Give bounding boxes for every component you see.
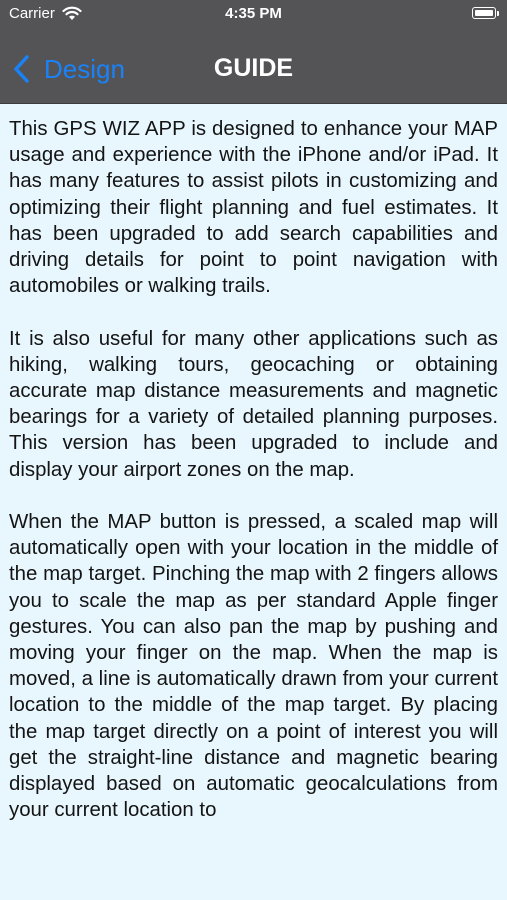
carrier-label: Carrier: [9, 5, 55, 22]
guide-text-view[interactable]: [9, 116, 498, 850]
status-bar: [0, 0, 507, 28]
battery-icon: [472, 7, 496, 19]
navigation-bar: [0, 28, 507, 104]
guide-paragraph: When the MAP button is pressed, a scaled map will automatically open with your location in the middle of the map target. Pinching the map with 2 fingers allows you to scale the map as per standard Apple finger gestures. You can also pan the map by pushing and moving your finger on the map. When the map is moved, a line is automatically drawn from your current location to the middle of the map target. By placing the map target directly on a point of interest you will get the straight-line distance and magnetic bearing displayed based on automatic geocalculations from your current location to: [9, 511, 498, 822]
back-button-label: Design: [44, 53, 125, 84]
guide-paragraph: This GPS WIZ APP is designed to enhance your MAP usage and experience with the iPhone and/or iPad. It has many features to assist pilots in customizing and optimizing their flight planning and fuel estimates. It has been upgraded to add search capabilities and driving details for point to point navigation with automobiles or walking trails.: [9, 118, 498, 298]
guide-paragraph: It is also useful for many other applications such as hiking, walking tours, geocaching or obtaining accurate map distance measurements and magnetic bearings for a variety of detailed planning purposes. This version has been upgraded to include and display your airport zones on the map.: [9, 327, 498, 481]
battery-tip: [497, 11, 499, 16]
page-title: GUIDE: [213, 54, 294, 82]
status-time: 4:35 PM: [225, 5, 282, 22]
